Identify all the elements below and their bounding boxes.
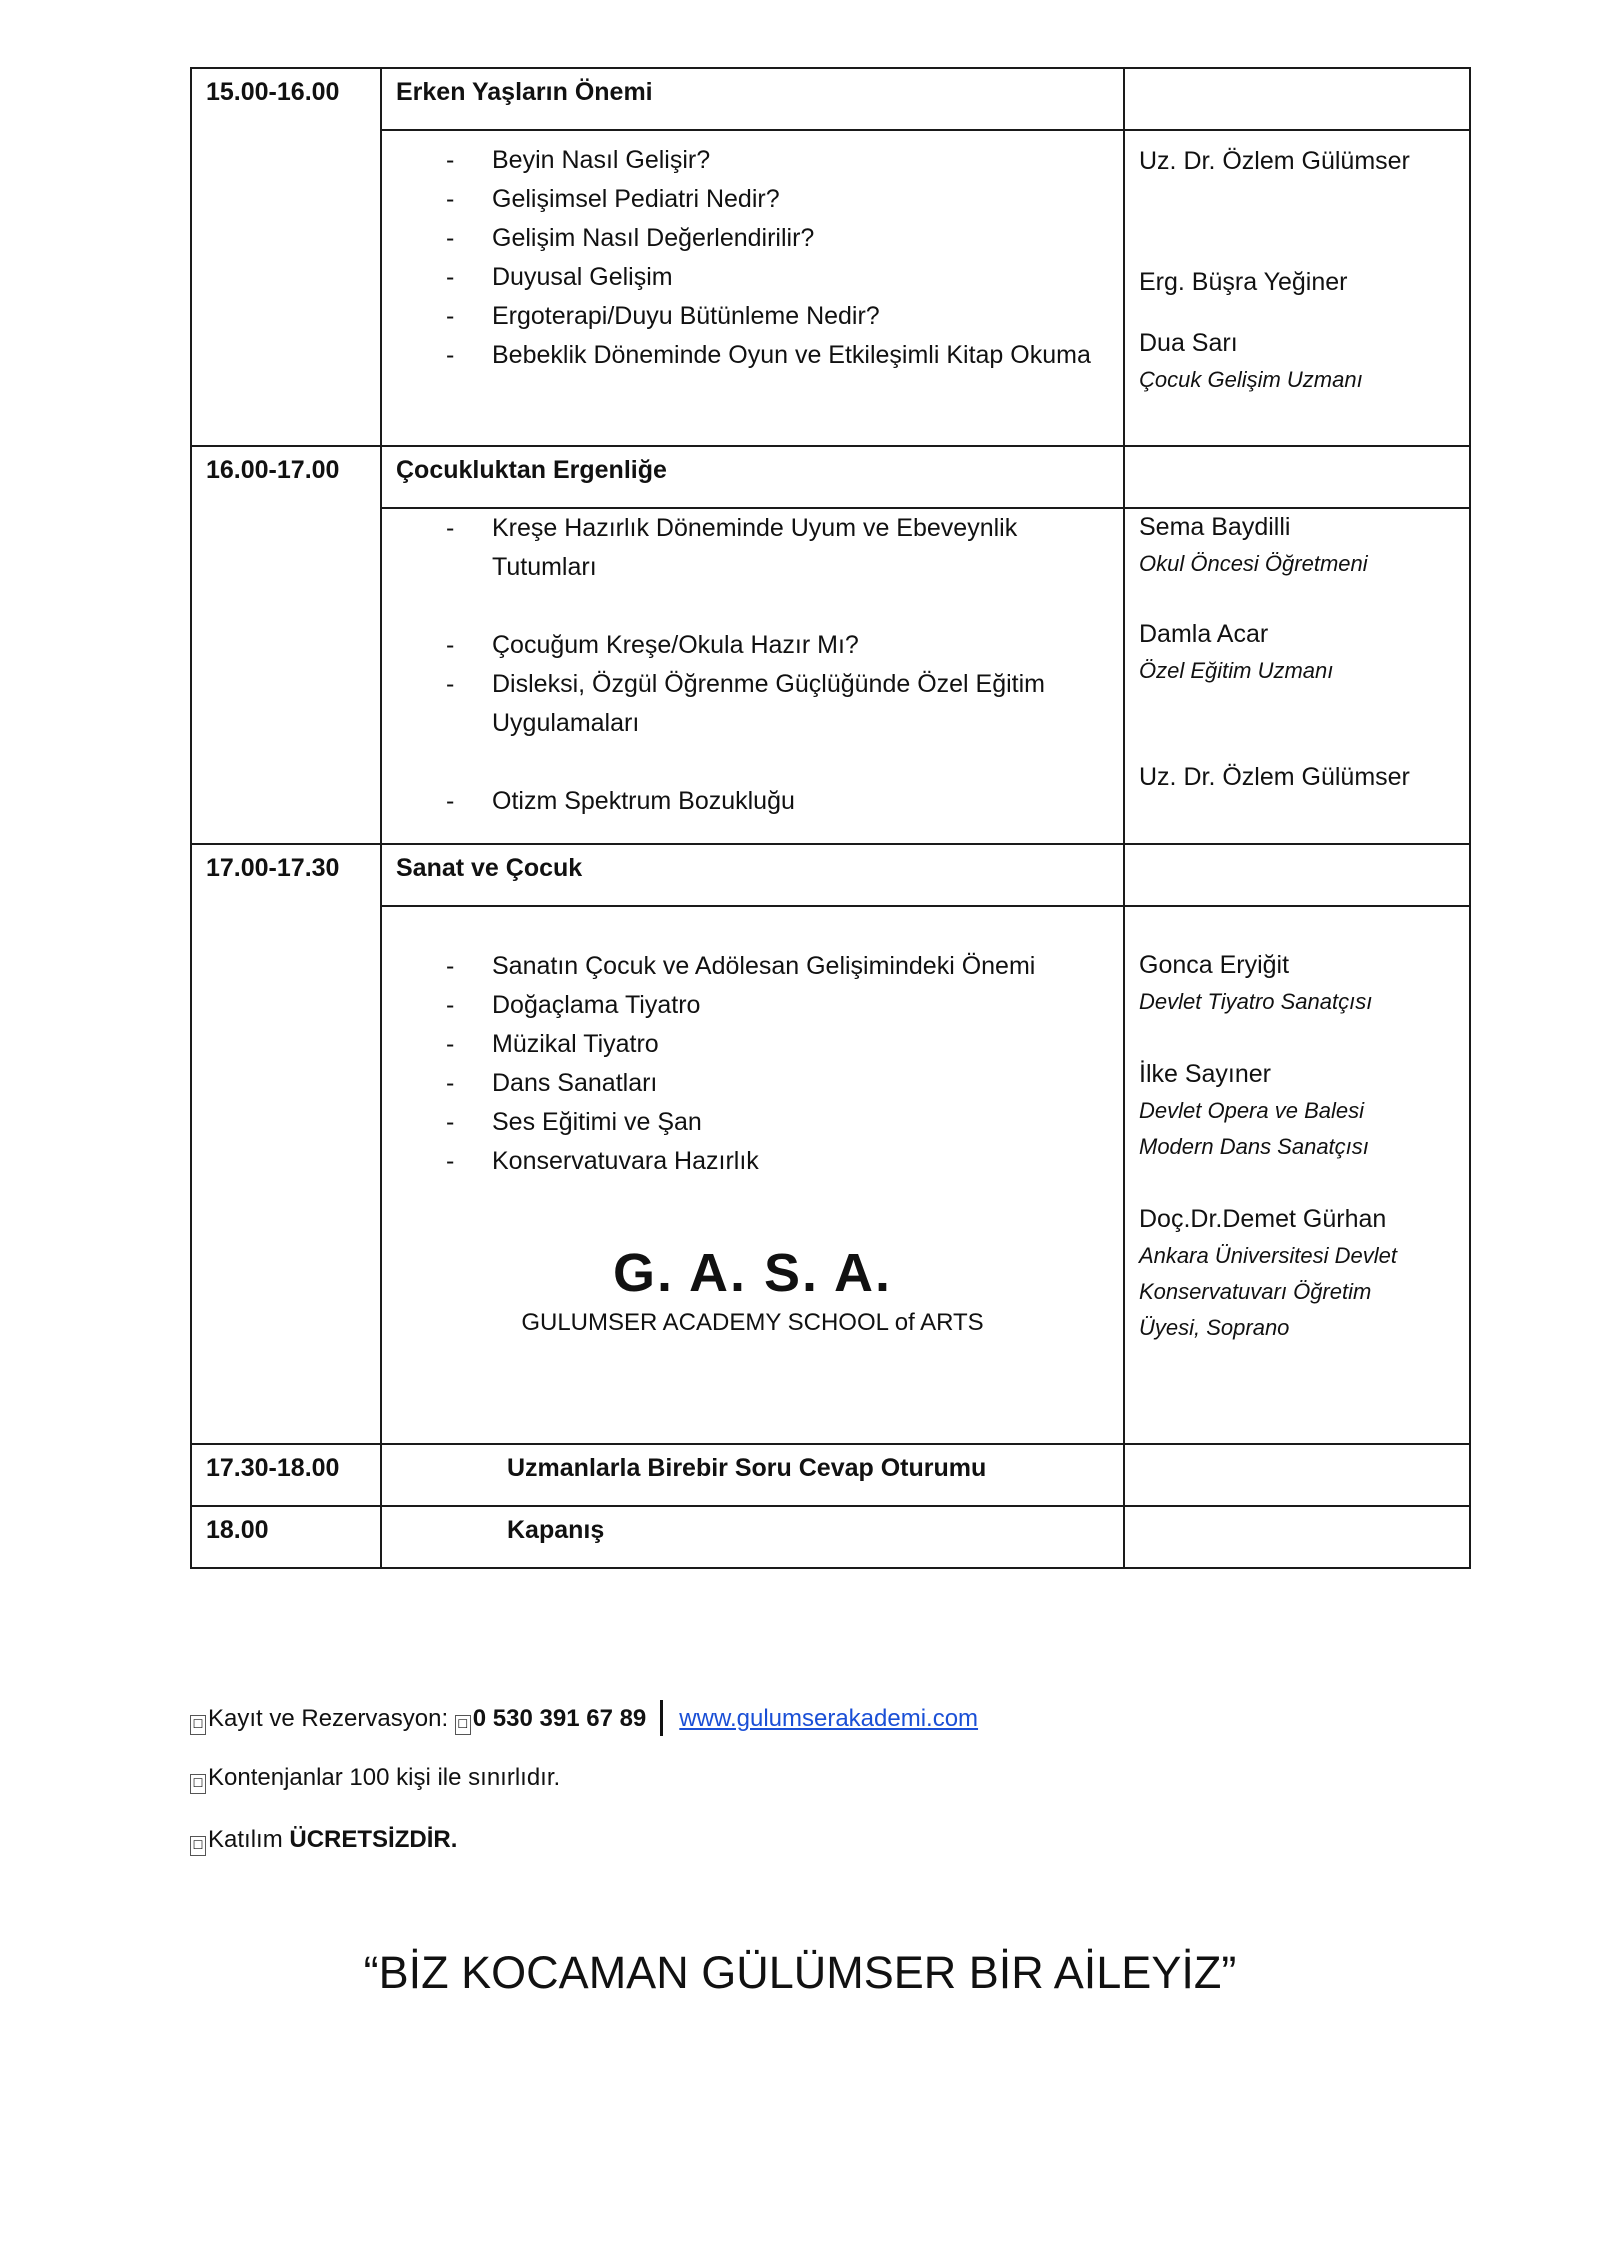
topics-cell — [381, 130, 1124, 446]
speaker-name: İlke Sayıner — [1139, 1060, 1272, 1088]
topic-list — [396, 947, 1109, 1181]
topic-item: - Disleksi, Özgül Öğrenme Güçlüğünde Özel Eğitim Uygulamaları — [396, 665, 1109, 743]
session-header-row — [191, 446, 1470, 508]
speaker-name: Sema Baydilli — [1139, 513, 1291, 541]
website-link[interactable]: www.gulumserakademi.com — [679, 1705, 979, 1732]
session-content-row — [191, 130, 1470, 446]
session-time: 16.00-17.00 — [191, 446, 381, 844]
speaker — [1139, 1201, 1455, 1346]
topic-item: - Beyin Nasıl Gelişir? — [396, 141, 1109, 180]
speaker — [1139, 947, 1455, 1020]
capacity-line — [190, 1762, 560, 1794]
speakers-cell — [1124, 508, 1470, 844]
topic-list — [396, 509, 1109, 821]
topics-cell — [381, 508, 1124, 844]
topic-item: - Otizm Spektrum Bozukluğu — [396, 782, 1109, 821]
speaker-header-cell — [1124, 68, 1470, 130]
slogan: “BİZ KOCAMAN GÜLÜMSER BİR AİLEYİZ” — [363, 1947, 1237, 1998]
session-time: 17.30-18.00 — [191, 1444, 381, 1506]
topics-cell — [381, 906, 1124, 1444]
speaker-role: Çocuk Gelişim Uzmanı — [1139, 367, 1363, 392]
speaker-header-cell — [1124, 446, 1470, 508]
fee-prefix: Katılım — [208, 1826, 283, 1853]
topic-item: - Dans Sanatları — [396, 1064, 1109, 1103]
speaker-name: Gonca Eryiğit — [1139, 951, 1290, 979]
session-time: 17.00-17.30 — [191, 844, 381, 1444]
speaker-role: Devlet Tiyatro Sanatçısı — [1139, 989, 1373, 1014]
speaker — [1139, 759, 1455, 796]
speaker — [1139, 616, 1455, 689]
speaker-name: Damla Acar — [1139, 620, 1269, 648]
registration-label: Kayıt ve Rezervasyon: — [208, 1705, 449, 1732]
phone-icon: ☐ — [455, 1715, 471, 1735]
phone-number[interactable]: 0 530 391 67 89 — [472, 1705, 647, 1732]
topic-item: - Kreşe Hazırlık Döneminde Uyum ve Ebeveynlik Tutumları — [396, 509, 1109, 587]
topic-item: - Gelişim Nasıl Değerlendirilir? — [396, 219, 1109, 258]
session-time: 18.00 — [191, 1506, 381, 1568]
topic-item: - Bebeklik Döneminde Oyun ve Etkileşimli Kitap Okuma — [396, 336, 1109, 375]
topic-item: - Ses Eğitimi ve Şan — [396, 1103, 1109, 1142]
speaker-role: Üyesi, Soprano — [1139, 1315, 1290, 1340]
bullet-icon: ☐ — [190, 1774, 206, 1794]
session-row — [191, 1444, 1470, 1506]
speaker — [1139, 509, 1455, 582]
speakers-cell — [1124, 130, 1470, 446]
fee-line — [190, 1824, 457, 1856]
speaker — [1139, 143, 1455, 180]
session-title: Sanat ve Çocuk — [381, 844, 1124, 906]
speaker-role: Modern Dans Sanatçısı — [1139, 1134, 1369, 1159]
session-time: 15.00-16.00 — [191, 68, 381, 446]
speaker — [1139, 264, 1455, 301]
capacity-text: Kontenjanlar 100 kişi ile sınırlıdır. — [208, 1764, 561, 1791]
session-header-row — [191, 844, 1470, 906]
speaker-role: Ankara Üniversitesi Devlet — [1139, 1243, 1397, 1268]
speaker-name: Erg. Büşra Yeğiner — [1139, 268, 1348, 296]
logo-wordmark: G. A. S. A. — [612, 1243, 893, 1303]
separator — [660, 1700, 663, 1736]
topic-list — [396, 141, 1109, 375]
speakers-cell — [1124, 906, 1470, 1444]
fee-value: ÜCRETSİZDİR. — [289, 1826, 458, 1853]
topic-item: - Çocuğum Kreşe/Okula Hazır Mı? — [396, 626, 1109, 665]
speaker-header-cell — [1124, 1506, 1470, 1568]
topic-item: - Doğaçlama Tiyatro — [396, 986, 1109, 1025]
session-header-row — [191, 68, 1470, 130]
speaker-name: Doç.Dr.Demet Gürhan — [1139, 1205, 1387, 1233]
topic-item: - Konservatuvara Hazırlık — [396, 1142, 1109, 1181]
speaker-role: Okul Öncesi Öğretmeni — [1139, 551, 1368, 576]
session-title: Kapanış — [381, 1506, 1124, 1568]
topic-item: - Ergoterapi/Duyu Bütünleme Nedir? — [396, 297, 1109, 336]
bullet-icon: ☐ — [190, 1836, 206, 1856]
speaker-role: Özel Eğitim Uzmanı — [1139, 658, 1334, 683]
topic-item: - Duyusal Gelişim — [396, 258, 1109, 297]
session-title: Erken Yaşların Önemi — [381, 68, 1124, 130]
speaker-role: Devlet Opera ve Balesi — [1139, 1098, 1364, 1123]
session-content-row — [191, 906, 1470, 1444]
speaker-name: Uz. Dr. Özlem Gülümser — [1139, 763, 1410, 791]
speaker-name: Uz. Dr. Özlem Gülümser — [1139, 147, 1410, 175]
logo-subtitle: GULUMSER ACADEMY SCHOOL of ARTS — [521, 1309, 984, 1336]
speaker-header-cell — [1124, 1444, 1470, 1506]
speaker — [1139, 1056, 1455, 1165]
session-row — [191, 1506, 1470, 1568]
topic-item: - Gelişimsel Pediatri Nedir? — [396, 180, 1109, 219]
speaker-header-cell — [1124, 844, 1470, 906]
speaker-name: Dua Sarı — [1139, 329, 1238, 357]
session-title: Çocukluktan Ergenliğe — [381, 446, 1124, 508]
bullet-icon: ☐ — [190, 1715, 206, 1735]
speaker-role: Konservatuvarı Öğretim — [1139, 1279, 1372, 1304]
program-table — [190, 67, 1471, 1569]
gasa-logo — [396, 1241, 1109, 1341]
registration-line — [190, 1700, 978, 1736]
speaker — [1139, 325, 1455, 398]
session-title: Uzmanlarla Birebir Soru Cevap Oturumu — [381, 1444, 1124, 1506]
session-content-row — [191, 508, 1470, 844]
topic-item: - Sanatın Çocuk ve Adölesan Gelişimindeki Önemi — [396, 947, 1109, 986]
topic-item: - Müzikal Tiyatro — [396, 1025, 1109, 1064]
